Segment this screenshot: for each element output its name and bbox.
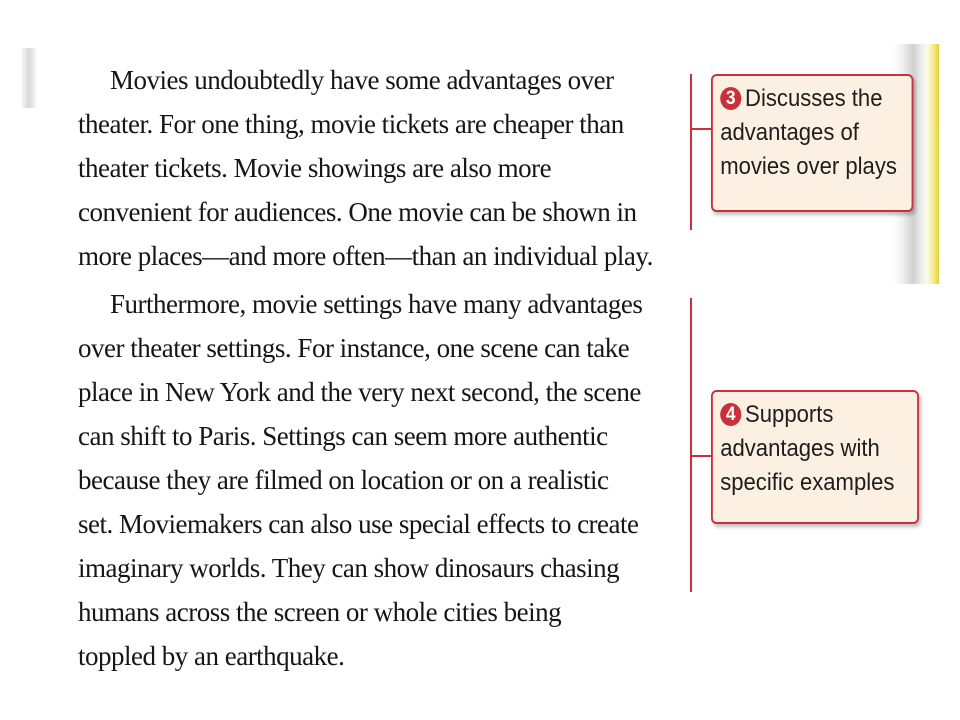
text-line: convenient for audiences. One movie can be shown in xyxy=(78,197,637,227)
callout-line: movies over plays xyxy=(720,153,897,180)
number-badge-3: 3 xyxy=(720,87,741,110)
text-line: imaginary worlds. They can show dinosaurs chasing xyxy=(78,553,620,583)
callout-bracket-3 xyxy=(690,74,692,230)
paragraph-movie-advantages xyxy=(78,58,688,278)
page-edge-shadow-left xyxy=(22,48,36,108)
callout-line: advantages with xyxy=(720,435,880,462)
text-line: theater tickets. Movie showings are also more xyxy=(78,153,552,183)
text-line: place in New York and the very next second, the scene xyxy=(78,377,641,407)
text-line: can shift to Paris. Settings can seem more authentic xyxy=(78,421,608,451)
text-line: over theater settings. For instance, one scene can take xyxy=(78,333,630,363)
text-line: Movies undoubtedly have some advantages over xyxy=(110,65,614,95)
annotation-callout-3 xyxy=(711,74,913,212)
callout-connector-4 xyxy=(690,455,712,457)
annotation-callout-4 xyxy=(711,390,919,524)
text-line: more places—and more often—than an individual play. xyxy=(78,241,653,271)
number-badge-4: 4 xyxy=(720,403,741,426)
callout-connector-3 xyxy=(690,128,712,130)
callout-line: Supports xyxy=(745,401,834,428)
text-line: set. Moviemakers can also use special effects to create xyxy=(78,509,639,539)
callout-bracket-4 xyxy=(690,298,692,592)
text-line: humans across the screen or whole cities being xyxy=(78,597,562,627)
callout-line: advantages of xyxy=(720,119,859,146)
callout-line: Discusses the xyxy=(745,85,883,112)
text-line: because they are filmed on location or on a realistic xyxy=(78,465,609,495)
paragraph-movie-settings xyxy=(78,282,688,678)
text-line: toppled by an earthquake. xyxy=(78,641,345,671)
text-line: Furthermore, movie settings have many advantages xyxy=(110,289,643,319)
callout-line: specific examples xyxy=(720,469,895,496)
text-line: theater. For one thing, movie tickets are cheaper than xyxy=(78,109,624,139)
